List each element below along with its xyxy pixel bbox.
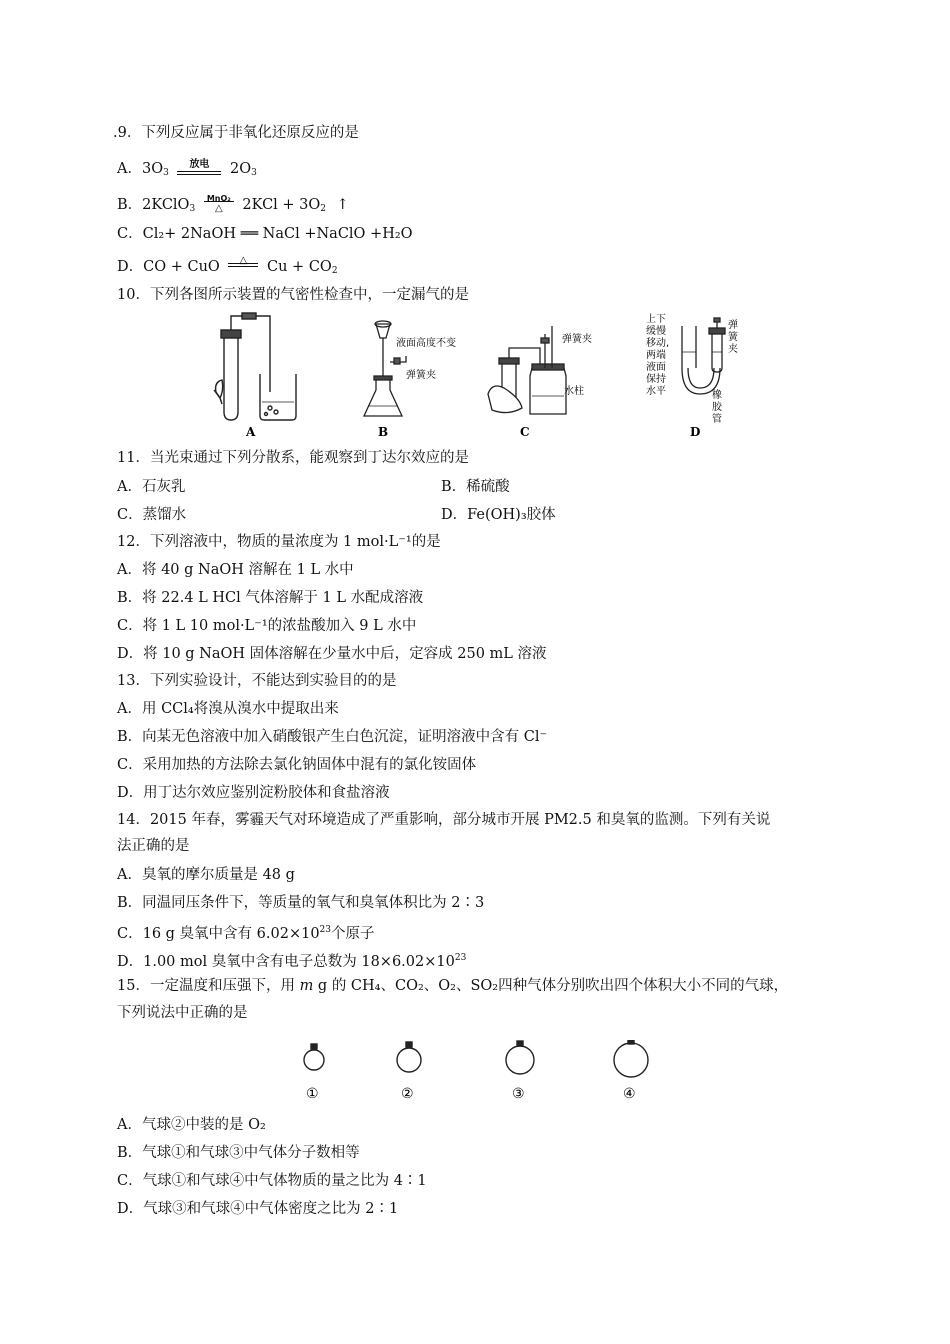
b-label-clamp: 弹簧夹 [406,370,436,381]
svg-text:水平: 水平 [646,386,666,397]
heat-condition: △ [228,257,258,277]
q13-option-a: A．用 CCl₄将溴从溴水中提取出来 [117,701,339,717]
q14-option-c: C．16 g 臭氧中含有 $6.02\times 10^{23}$个原子 [117,925,375,942]
q13-option-b: B．向某无色溶液中加入硝酸银产生白色沉淀，证明溶液中含有 Cl⁻ [117,729,548,745]
svg-text:液面: 液面 [646,362,666,373]
svg-text:管: 管 [712,414,722,425]
c-label-water: 水柱 [564,386,584,397]
balloon-figure [290,1040,670,1104]
q10-stem: 10．下列各图所示装置的气密性检查中，一定漏气的是 [117,287,469,303]
apparatus-figures [200,312,760,442]
b-label-level: 液面高度不变 [396,338,456,349]
q14-option-a: A．臭氧的摩尔质量是 48 g [117,867,295,883]
q11-option-a: A．石灰乳 [117,479,186,495]
q11-stem: 11．当光束通过下列分散系，能观察到丁达尔效应的是 [117,450,469,466]
d-label-tube [712,388,723,425]
balloon-3 [506,1046,534,1074]
q14-stem-line2: 法正确的是 [117,838,190,854]
d-label-left [646,312,669,397]
balloon-label-1: ① [306,1086,319,1102]
q12-option-d: D．将 10 g NaOH 固体溶解在少量水中后，定容成 250 mL 溶液 [117,646,547,662]
c-label-clamp: 弹簧夹 [562,334,592,345]
balloon-label-2: ② [401,1086,414,1102]
svg-text:移动,: 移动, [646,338,670,349]
q12-option-c: C．将 1 L 10 mol·L⁻¹的浓盐酸加入 9 L 水中 [117,618,417,634]
balloon-1 [304,1050,324,1070]
q14-option-d: D．1.00 mol 臭氧中含有电子总数为 $18\times 6.02\times 10^{23}$ [117,953,467,970]
q9-stem: .9．下列反应属于非氧化还原反应的是 [113,125,359,141]
q15-stem-line1: 15．一定温度和压强下，用 m g 的 CH₄、CO₂、O₂、SO₂四种气体分别吹出四个体积大小不同的气球， [117,978,789,994]
balloon-1-knot [311,1044,317,1049]
balloon-label-3: ③ [512,1086,525,1102]
q12-option-a: A．将 40 g NaOH 溶解在 1 L 水中 [117,562,354,578]
svg-text:上下: 上下 [646,314,666,325]
svg-text:弹: 弹 [728,320,738,331]
q12-option-b: B．将 22.4 L HCl 气体溶解于 1 L 水配成溶液 [117,590,424,606]
apparatus-d [682,318,725,394]
svg-text:缓慢: 缓慢 [646,326,666,337]
q11-option-c: C．蒸馏水 [117,507,187,523]
q9-option-a: A．$3O_3$ 放电 $2O_3$ [117,159,257,178]
fig-label-c: C [520,425,530,439]
q15-option-a: A．气球②中装的是 O₂ [117,1117,266,1133]
q15-option-d: D．气球③和气球④中气体密度之比为 2∶1 [117,1201,399,1217]
q9-option-d: D．CO + CuO △ $Cu + CO_2$ [117,255,338,276]
apparatus-b [364,321,406,416]
balloon-4 [614,1043,648,1077]
svg-text:夹: 夹 [728,344,738,355]
fig-label-a: A [246,425,256,439]
q13-option-d: D．用丁达尔效应鉴别淀粉胶体和食盐溶液 [117,785,390,801]
balloon-3-knot [517,1041,523,1046]
svg-text:簧: 簧 [728,332,738,343]
apparatus-a [214,313,296,420]
fig-label-b: B [378,425,389,439]
q13-option-c: C．采用加热的方法除去氯化钠固体中混有的氯化铵固体 [117,757,477,773]
q12-stem: 12．下列溶液中，物质的量浓度为 1 mol·L⁻¹的是 [117,534,441,550]
q9-option-c: C．Cl₂+ 2NaOH ══ NaCl +NaClO +H₂O [117,226,413,242]
balloon-2 [397,1048,421,1072]
q15-option-b: B．气球①和气球③中气体分子数相等 [117,1145,360,1161]
balloon-2-knot [406,1042,412,1047]
q13-stem: 13．下列实验设计，不能达到实验目的的是 [117,673,397,689]
fig-label-d: D [690,425,701,439]
q11-option-d: D．Fe(OH)₃胶体 [441,507,556,523]
svg-text:橡: 橡 [712,390,722,401]
discharge-condition: 放电 [177,159,221,179]
q9-option-b: B．2KClO$_3$ MnO₂ △ $2KCl + 3O_2$ ↑ [117,194,349,214]
svg-text:保持: 保持 [646,374,666,385]
svg-text:两端: 两端 [646,350,666,361]
svg-text:胶: 胶 [712,402,722,413]
q14-stem-line1: 14．2015 年春，雾霾天气对环境造成了严重影响，部分城市开展 PM2.5 和臭氧的监测。下列有关说 [117,812,771,828]
apparatus-c [488,326,566,414]
q14-option-b: B．同温同压条件下，等质量的氧气和臭氧体积比为 2∶3 [117,895,485,911]
q11-option-b: B．稀硫酸 [441,479,510,495]
q15-stem-line2: 下列说法中正确的是 [117,1005,248,1021]
balloon-label-4: ④ [623,1086,636,1102]
q15-option-c: C．气球①和气球④中气体物质的量之比为 4∶1 [117,1173,427,1189]
catalyst-condition: MnO₂ △ [204,195,234,215]
d-label-clamp [728,318,739,355]
